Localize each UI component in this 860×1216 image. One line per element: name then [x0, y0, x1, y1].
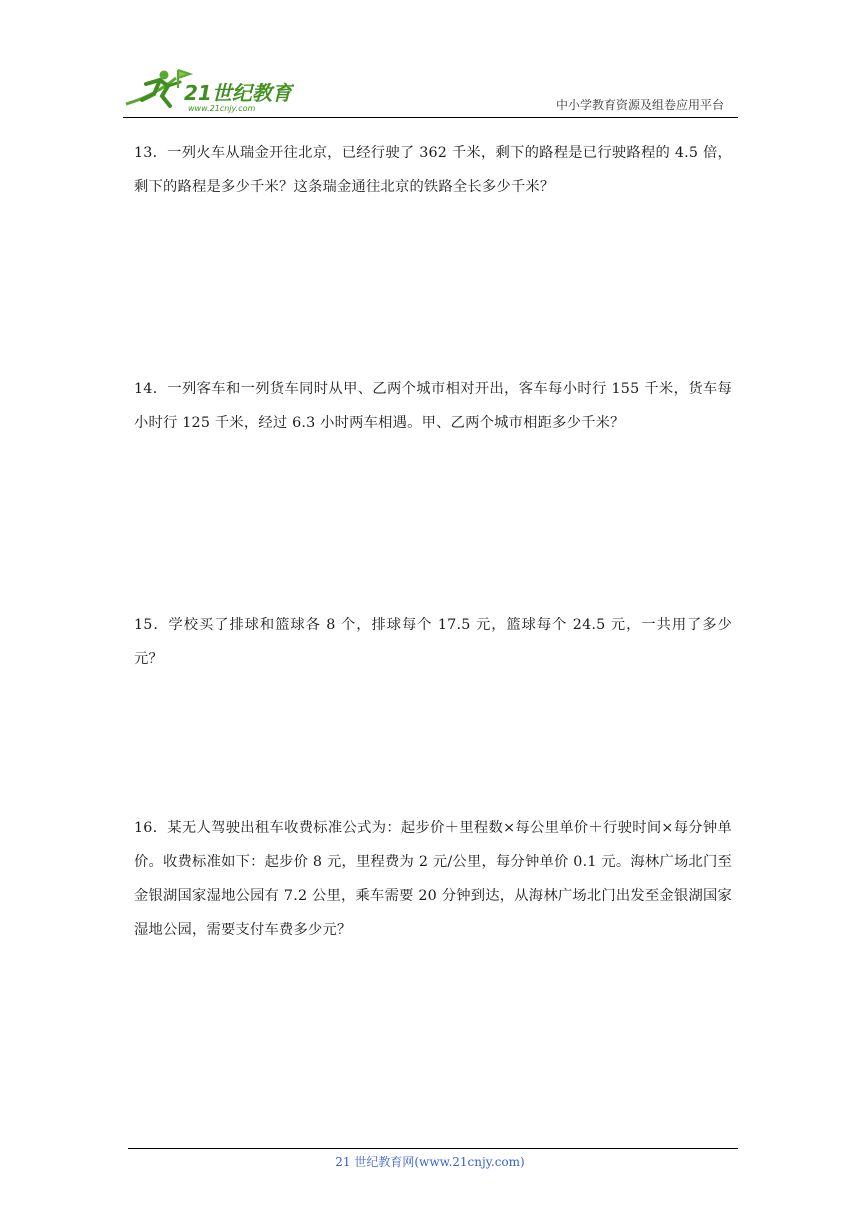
question-13: 13．一列火车从瑞金开往北京，已经行驶了 362 千米，剩下的路程是已行驶路程的 4.5 倍，剩下的路程是多少千米？这条瑞金通往北京的铁路全长多少千米？	[134, 145, 732, 195]
footer-text: 21 世纪教育网(www.21cnjy.com)	[335, 1155, 525, 1169]
footer-divider	[128, 1148, 738, 1149]
platform-name: 中小学教育资源及组卷应用平台	[555, 98, 724, 112]
svg-text:21世纪教育: 21世纪教育	[184, 81, 292, 105]
header-divider	[123, 117, 738, 118]
question-14: 14．一列客车和一列货车同时从甲、乙两个城市相对开出，客车每小时行 155 千米，货车每小时行 125 千米，经过 6.3 小时两车相遇。甲、乙两个城市相距多少千米？	[134, 381, 732, 431]
question-16: 16．某无人驾驶出租车收费标准公式为：起步价＋里程数×每公里单价＋行驶时间×每分钟单价。收费标准如下：起步价 8 元，里程费为 2 元/公里，每分钟单价 0.1 元。海林广场北门至金银湖国家湿地公园有 7.2 公里，乘车需要 20 分钟到达，从海林广场北门出发至金银湖国家湿地公园，需要支付车费多少元？	[134, 820, 732, 938]
runner-logo-icon	[124, 66, 294, 116]
svg-text:www.21cnjy.com: www.21cnjy.com	[188, 104, 256, 113]
site-logo	[124, 66, 294, 116]
question-15: 15．学校买了排球和篮球各 8 个，排球每个 17.5 元，篮球每个 24.5 元，一共用了多少元？	[134, 617, 732, 667]
